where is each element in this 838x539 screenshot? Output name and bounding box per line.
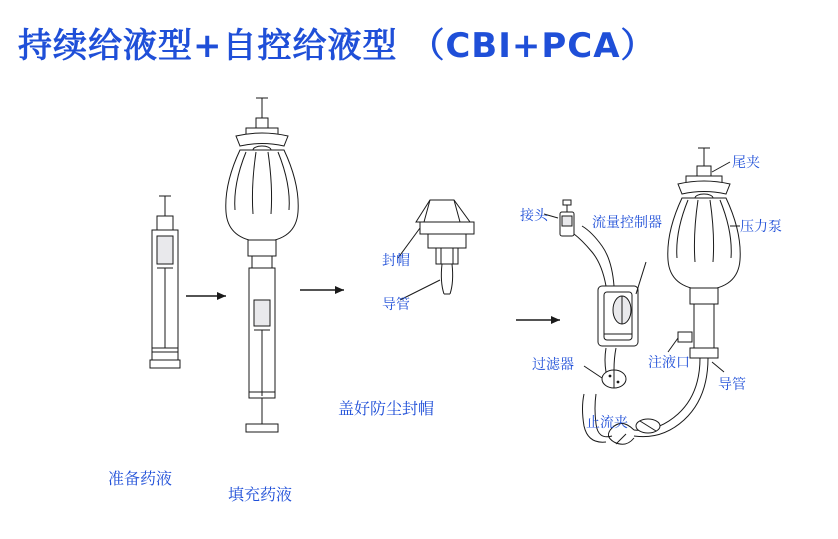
callout-tail-clamp: 尾夹 (732, 155, 760, 171)
arrow-3-4 (516, 316, 560, 324)
callout-filter: 过滤器 (532, 357, 574, 373)
callout-tube: 导管 (382, 297, 410, 313)
callout-connector: 接头 (520, 208, 548, 224)
step4-assembly-icon (544, 148, 740, 444)
step2-pump-icon (226, 98, 298, 432)
callout-injection-port: 注液口 (648, 355, 690, 371)
page-title: 持续给液型+自控给液型 （CBI+PCA） (18, 26, 656, 66)
step3-caption: 盖好防尘封帽 (338, 399, 435, 418)
callout-pressure-pump: 压力泵 (740, 219, 782, 235)
arrow-1-2 (186, 292, 226, 300)
callout-tube2: 导管 (718, 377, 746, 393)
step1-caption: 准备药液 (108, 469, 173, 488)
arrow-2-3 (300, 286, 344, 294)
callout-flow-controller: 流量控制器 (592, 215, 662, 231)
callout-stop-clamp: 止流夹 (586, 415, 628, 431)
step2-caption: 填充药液 (228, 485, 293, 504)
step1-syringe-icon (150, 196, 180, 368)
callout-cap: 封帽 (382, 253, 410, 269)
